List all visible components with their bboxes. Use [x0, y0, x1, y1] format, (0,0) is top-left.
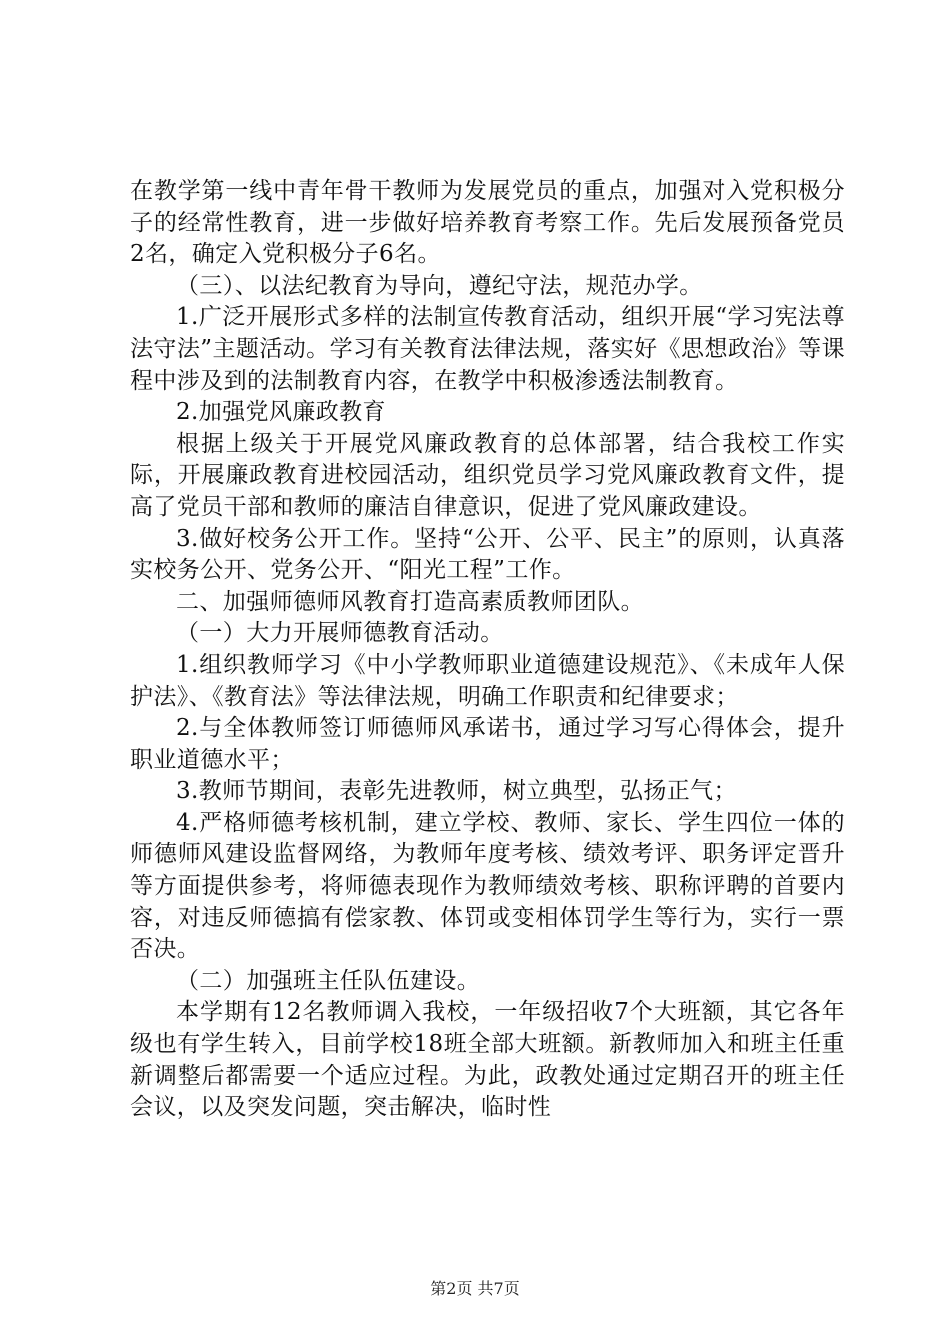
paragraph-anti-corruption: 根据上级关于开展党风廉政教育的总体部署，结合我校工作实际，开展廉政教育进校园活动，组织党员学习党风廉政教育文件，提高了党员干部和教师的廉洁自律意识，促进了党风廉政建设。 — [130, 430, 845, 520]
subheading-ethics-activities: （一）大力开展师德教育活动。 — [176, 620, 504, 647]
subheading-class-teachers: （二）加强班主任队伍建设。 — [176, 967, 481, 994]
document-body — [130, 176, 845, 1124]
paragraph-class-teachers: 本学期有12名教师调入我校，一年级招收7个大班额，其它各年级也有学生转入，目前学校18班全部大班额。新教师加入和班主任重新调整后都需要一个适应过程。为此，政教处通过定期召开的班主任会议，以及突发问题，突击解决，临时性 — [130, 999, 845, 1121]
subheading-anti-corruption: 2.加强党风廉政教育 — [176, 399, 386, 426]
paragraph-ethics-1: 1.组织教师学习《中小学教师职业道德建设规范》、《未成年人保护法》、《教育法》等法律法规，明确工作职责和纪律要求； — [130, 651, 845, 710]
paragraph-legal-education: 1.广泛开展形式多样的法制宣传教育活动，组织开展“学习宪法尊法守法”主题活动。学习有关教育法律法规，落实好《思想政治》等课程中涉及到的法制教育内容，在教学中积极渗透法制教育。 — [130, 304, 845, 394]
paragraph-1: 在教学第一线中青年骨干教师为发展党员的重点，加强对入党积极分子的经常性教育，进一步做好培养教育考察工作。先后发展预备党员2名，确定入党积极分子6名。 — [130, 178, 845, 268]
paragraph-ethics-3: 3.教师节期间，表彰先进教师，树立典型，弘扬正气； — [176, 778, 737, 805]
page-number-footer: 第2页 共7页 — [430, 1279, 520, 1298]
paragraph-ethics-4: 4.严格师德考核机制，建立学校、教师、家长、学生四位一体的师德师风建设监督网络，为教师年度考核、绩效考评、职务评定晋升等方面提供参考，将师德表现作为教师绩效考核、职称评聘的首要内容，对违反师德搞有偿家教、体罚或变相体罚学生等行为，实行一票否决。 — [130, 809, 845, 963]
paragraph-ethics-2: 2.与全体教师签订师德师风承诺书，通过学习写心得体会，提升职业道德水平； — [130, 715, 845, 773]
section-heading-3: （三）、以法纪教育为导向，遵纪守法，规范办学。 — [176, 272, 703, 299]
paragraph-transparency: 3.做好校务公开工作。坚持“公开、公平、民主”的原则，认真落实校务公开、党务公开、“阳光工程”工作。 — [130, 525, 845, 584]
section-heading-2: 二、加强师德师风教育打造高素质教师团队。 — [176, 588, 644, 615]
